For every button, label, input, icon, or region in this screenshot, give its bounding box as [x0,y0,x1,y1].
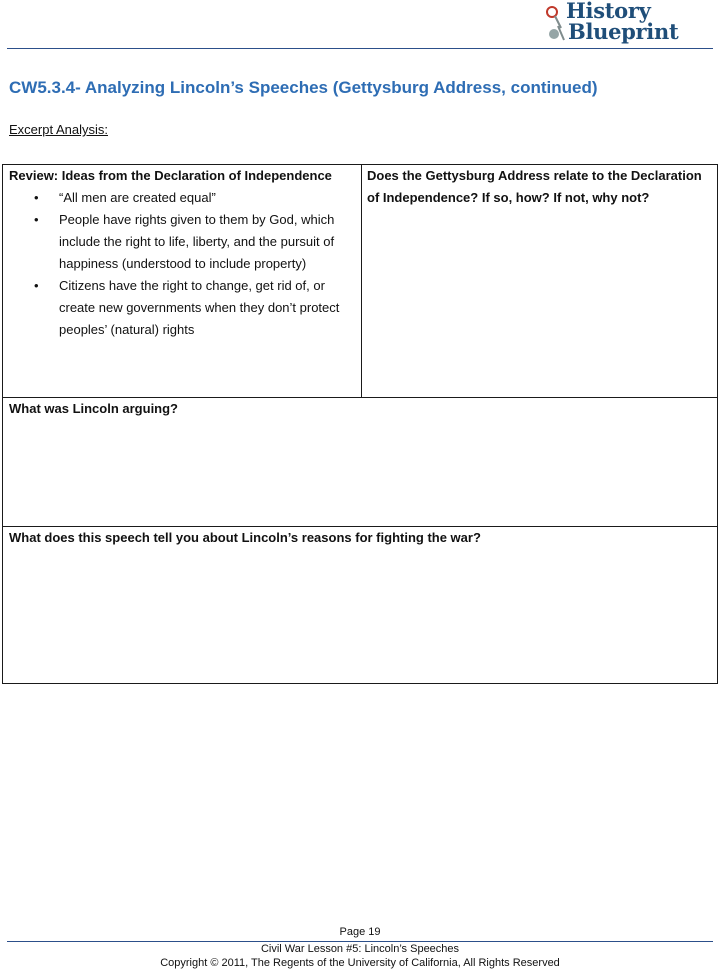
list-item [34,209,355,275]
logo-key-icon [544,4,566,44]
bullet-text: “All men are created equal” [59,190,216,205]
header-rule [7,48,713,49]
review-cell [2,164,362,398]
logo-line1: History [566,0,651,23]
history-blueprint-logo [544,2,704,48]
logo-line2: Blueprint [568,19,679,44]
footer-rule [7,941,713,942]
relate-answer-cell[interactable] [361,164,718,398]
page-number: Page 19 [339,926,381,938]
list-item [34,275,355,341]
relate-question: Does the Gettysburg Address relate to the Declaration of Independence? If so, how? If not, why not? [367,168,702,205]
section-subtitle: Excerpt Analysis: [9,122,108,137]
reasons-question: What does this speech tell you about Lincoln’s reasons for fighting the war? [9,530,481,545]
bullet-icon: • [34,212,39,227]
bullet-icon: • [34,278,39,293]
footer-lesson: Civil War Lesson #5: Lincoln’s Speeches [260,943,460,955]
footer-copyright: Copyright © 2011, The Regents of the University of California, All Rights Reserved [160,957,560,969]
page-title: CW5.3.4- Analyzing Lincoln’s Speeches (Gettysburg Address, continued) [9,78,598,97]
arguing-answer-cell[interactable] [2,397,718,527]
bullet-text: People have rights given to them by God, which include the right to life, liberty, and the pursuit of happiness (understood to include property) [59,212,335,271]
bullet-text: Citizens have the right to change, get rid of, or create new governments when they don’t protect peoples’ (natural) rights [59,278,340,337]
logo-wordmark [566,0,678,42]
bullet-icon: • [34,190,39,205]
list-item [34,187,355,209]
arguing-question: What was Lincoln arguing? [9,401,178,416]
review-heading: Review: Ideas from the Declaration of Independence [9,168,332,183]
reasons-answer-cell[interactable] [2,526,718,684]
review-bullet-list [9,187,355,341]
